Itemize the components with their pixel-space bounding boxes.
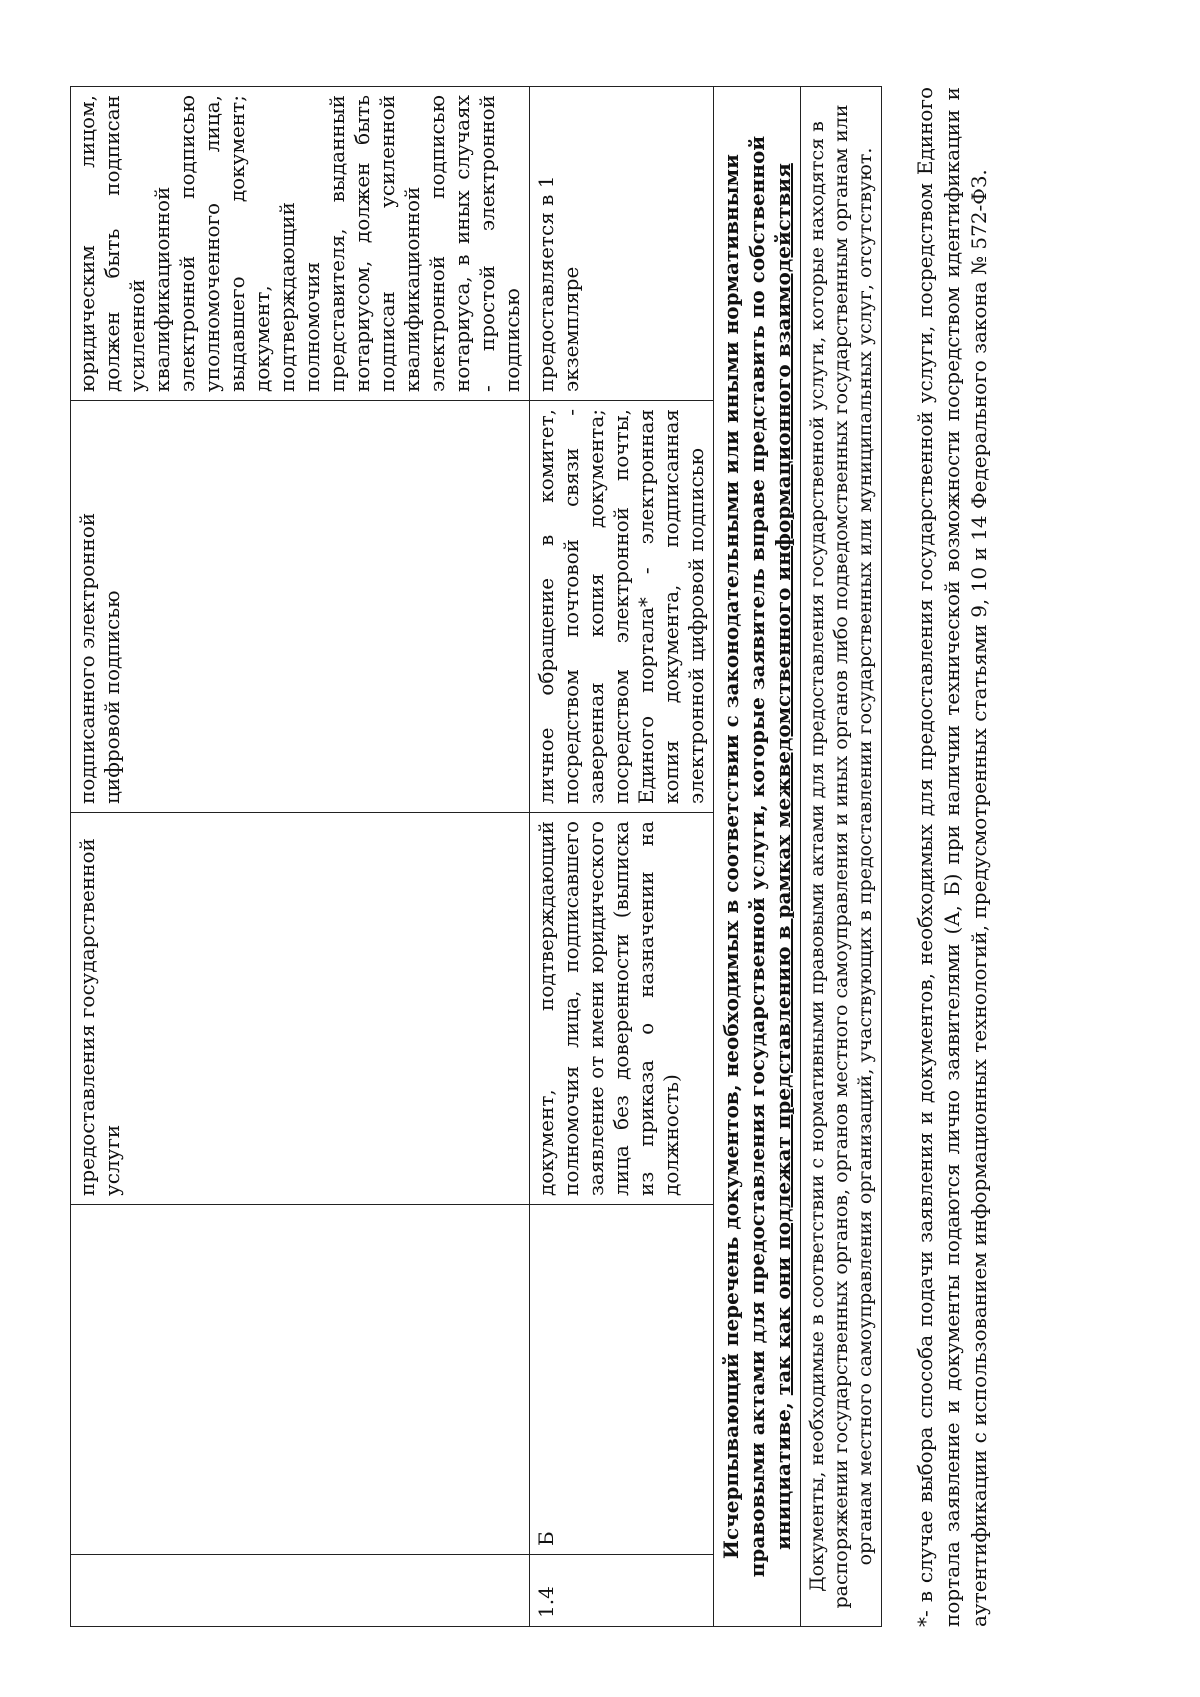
table-row — [71, 87, 530, 1627]
document-body — [70, 87, 993, 1627]
applicant-category-cell — [71, 1205, 530, 1555]
section-text-row — [801, 87, 882, 1627]
section-heading-underlined: так как они подлежат представлению в рамках межведомственного информационного взаимодействия — [771, 163, 795, 1396]
submission-method-cell: личное обращение в комитет, посредством почтовой связи - заверенная копия документа; посредством электронной почты, Единого портала* - электронная копия документа, подписанная электронной цифровой подписью — [530, 401, 714, 813]
document-name-cell: документ, подтверждающий полномочия лица, подписавшего заявление от имени юридического лица без доверенности (выписка из приказа о назначении на должность) — [530, 813, 714, 1205]
footnote: *- в случае выбора способа подачи заявления и документов, необходимых для предоставления государственной услуги, посредством Единого портала заявление и документы подаются лично заявителями (А, Б) при наличии технической возможности посредством идентификации и аутентификации с использованием информационных технологий, предусмотренных статьями 9, 10 и 14 Федерального закона № 572-ФЗ. — [913, 87, 991, 1627]
table-row — [530, 87, 714, 1627]
section-heading-row — [714, 87, 801, 1627]
requirements-cell: юридическим лицом, должен быть подписан усиленной квалификационной электронной подписью уполномоченного лица, выдавшего документ; документ, подтверждающий полномочия представителя, выданный нотариусом, должен быть подписан усиленной квалификационной электронной подписью нотариуса, в иных случаях - простой электронной подписью — [71, 87, 530, 401]
section-heading — [714, 87, 801, 1627]
row-number-cell — [71, 1555, 530, 1627]
submission-method-cell: подписанного электронной цифровой подписью — [71, 401, 530, 813]
section-text: Документы, необходимые в соответствии с нормативными правовыми актами для предоставления государственной услуги, которые находятся в распоряжении государственных органов, органов местного самоуправления и иных органов либо подведомственных государственным органам или органам местного самоуправления организаций, участвующих в предоставлении государственных или муниципальных услуг, отсутствуют. — [801, 87, 882, 1627]
requirements-cell: предоставляется в 1 экземпляре — [530, 87, 714, 401]
document-name-cell: предоставления государственной услуги — [71, 813, 530, 1205]
applicant-category-cell: Б — [530, 1205, 714, 1555]
section-heading-bold: Исчерпывающий перечень документов, необходимых в соответствии с законодательными или иными нормативными правовыми актами для предоставления государственной услуги, которые заявитель вправе представить по собственной инициативе, — [719, 135, 795, 1578]
row-number-cell: 1.4 — [530, 1555, 714, 1627]
documents-table — [70, 86, 882, 1627]
